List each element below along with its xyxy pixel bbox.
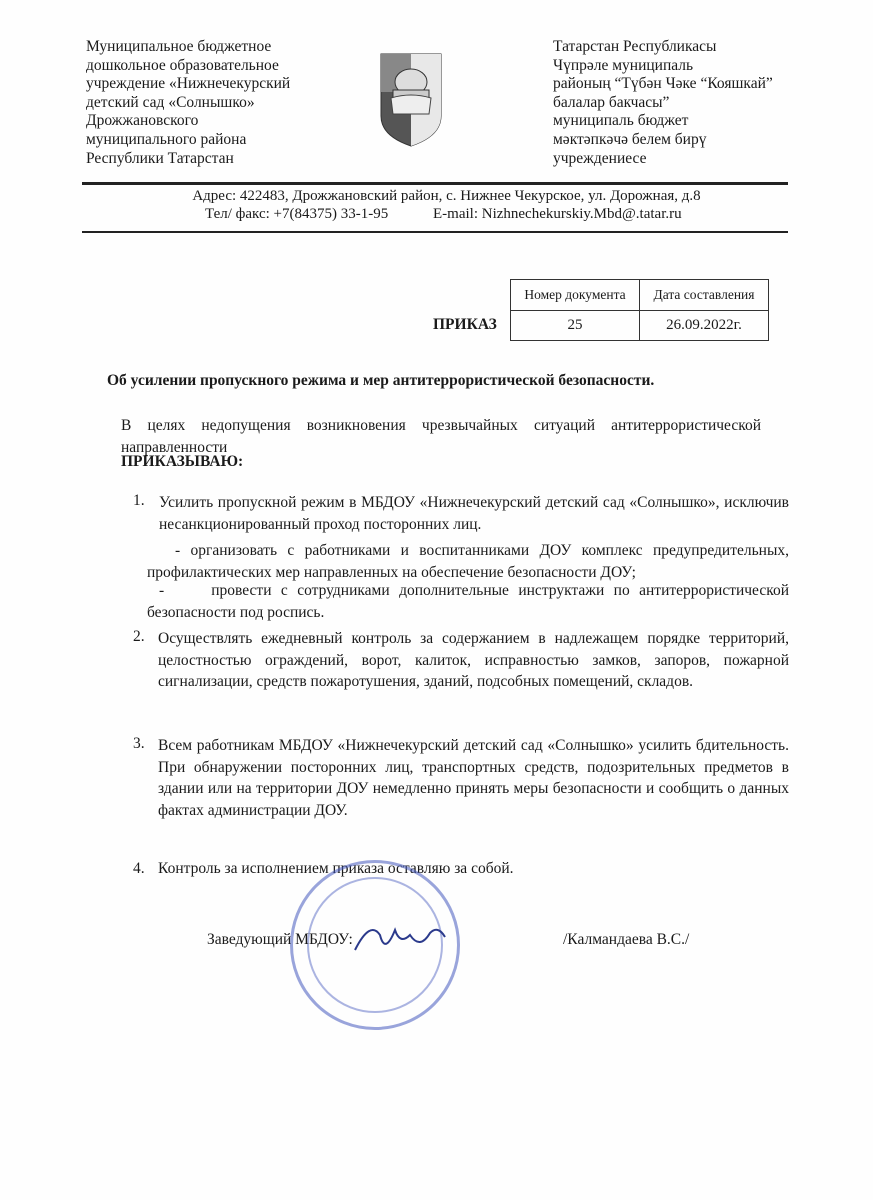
doc-number: 25	[511, 311, 640, 341]
header-right-line: Чүпрәле муниципаль	[553, 56, 694, 74]
item-1-text: Усилить пропускной режим в МБДОУ «Нижнечекурский детский сад «Солнышко», исключив несанкционированный проход посторонних лиц.	[159, 494, 789, 533]
header-right-line: мәктәпкәчә белем бирү	[553, 130, 707, 148]
document-info-table	[510, 279, 769, 341]
item-1-sub-1: - организовать с работниками и воспитанниками ДОУ комплекс предупредительных, профилактических мер направленных на обеспечение безопасности ДОУ;	[147, 542, 789, 581]
item-number: 2.	[133, 628, 145, 645]
order-word: ПРИКАЗЫВАЮ:	[121, 453, 244, 470]
header-left-line: дошкольное образовательное	[86, 56, 279, 74]
item-4-text: Контроль за исполнением приказа оставляю за собой.	[158, 860, 514, 877]
header-left-line: Муниципальное бюджетное	[86, 38, 272, 55]
header-left-line: детский сад «Солнышко»	[86, 93, 255, 111]
header-left	[86, 38, 290, 168]
coat-of-arms-logo	[379, 52, 443, 148]
item-1-sub-2: - провести с сотрудниками дополнительные инструктажи по антитеррористической безопасности под роспись.	[147, 582, 793, 621]
header-rule-top	[82, 182, 788, 185]
header-left-line: Республики Татарстан	[86, 149, 234, 167]
signature-name: /Калмандаева В.С./	[563, 931, 690, 948]
header-rule-bottom	[82, 231, 788, 233]
header-right	[553, 38, 773, 168]
header-right-line: балалар бакчасы”	[553, 93, 670, 111]
address: Адрес: 422483, Дрожжановский район, с. Нижнее Чекурское, ул. Дорожная, д.8	[192, 188, 701, 204]
intro-paragraph: В целях недопущения возникновения чрезвычайных ситуаций антитеррористической направленности	[121, 417, 761, 456]
header-right-line: Татарстан Республикасы	[553, 38, 717, 55]
phone: Тел/ факс: +7(84375) 33-1-95	[205, 206, 389, 222]
item-number: 4.	[133, 860, 145, 877]
col-date-header: Дата составления	[640, 280, 769, 311]
item-3-text: Всем работникам МБДОУ «Нижнечекурский детский сад «Солнышко» усилить бдительность. При обнаружении посторонних лиц, транспортных средств, подозрительных предметов в здании или на территории ДОУ немедленно принять меры безопасности и сообщить о данных фактах администрации ДОУ.	[158, 737, 789, 819]
header-left-line: Дрожжановского	[86, 112, 199, 130]
signature-position: Заведующий МБДОУ:	[207, 931, 353, 948]
header-left-line: муниципального района	[86, 130, 247, 148]
col-number-header: Номер документа	[511, 280, 640, 311]
item-2-text: Осуществлять ежедневный контроль за содержанием в надлежащем порядке территорий, целостностью ограждений, ворот, калиток, исправностью замков, запоров, пожарной сигнализации, средств пожаротушения, зданий, подсобных помещений, складов.	[158, 630, 789, 691]
header-right-line: муниципаль бюджет	[553, 112, 689, 130]
handwritten-signature	[350, 915, 450, 965]
item-number: 3.	[133, 735, 145, 752]
item-number: 1.	[133, 492, 145, 509]
order-label: ПРИКАЗ	[433, 316, 497, 333]
doc-date: 26.09.2022г.	[640, 311, 769, 341]
header-right-line: районың “Түбән Чәке “Кояшкай”	[553, 75, 773, 93]
item-text	[159, 492, 789, 535]
email: E-mail: Nizhnechekurskiy.Mbd@.tatar.ru	[433, 206, 682, 222]
document-title: Об усилении пропускного режима и мер антитеррористической безопасности.	[107, 372, 655, 389]
header-left-line: учреждение «Нижнечекурский	[86, 75, 291, 93]
header-right-line: учреждениесе	[553, 149, 647, 167]
